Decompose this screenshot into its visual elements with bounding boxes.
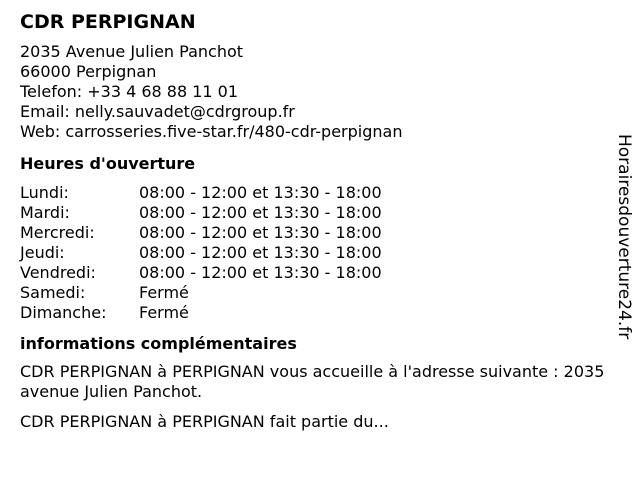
day-hours: Fermé [139,303,189,322]
info-paragraph-membership: CDR PERPIGNAN à PERPIGNAN fait partie du... [20,412,389,431]
day-label: Jeudi: [20,243,65,262]
day-hours: Fermé [139,283,189,302]
day-label: Mercredi: [20,223,95,242]
hours-row-monday [20,183,382,203]
address-block [20,42,612,142]
day-hours: 08:00 - 12:00 et 13:30 - 18:00 [139,223,382,242]
day-label: Vendredi: [20,263,96,282]
email-line: Email: nelly.sauvadet@cdrgroup.fr [20,102,295,121]
street-address: 2035 Avenue Julien Panchot [20,42,244,61]
info-paragraph-address: CDR PERPIGNAN à PERPIGNAN vous accueille à l'adresse suivante : 2035 avenue Julien Panchot. [20,362,605,401]
day-label: Mardi: [20,203,70,222]
postal-city: 66000 Perpignan [20,62,157,81]
day-hours: 08:00 - 12:00 et 13:30 - 18:00 [139,243,382,262]
hours-row-thursday [20,243,382,263]
hours-row-saturday [20,283,382,303]
business-card [20,10,612,432]
hours-row-wednesday [20,223,382,243]
day-label: Lundi: [20,183,69,202]
additional-info-heading: informations complémentaires [20,334,297,353]
hours-row-tuesday [20,203,382,223]
day-label: Dimanche: [20,303,107,322]
site-watermark: Horairesdouverture24.fr [614,134,634,340]
hours-row-sunday [20,303,382,323]
day-hours: 08:00 - 12:00 et 13:30 - 18:00 [139,183,382,202]
day-hours: 08:00 - 12:00 et 13:30 - 18:00 [139,203,382,222]
web-line: Web: carrosseries.five-star.fr/480-cdr-perpignan [20,122,403,141]
day-hours: 08:00 - 12:00 et 13:30 - 18:00 [139,263,382,282]
day-label: Samedi: [20,283,86,302]
opening-hours-heading: Heures d'ouverture [20,154,196,173]
phone-line: Telefon: +33 4 68 88 11 01 [20,82,239,101]
business-name: CDR PERPIGNAN [20,11,196,33]
hours-row-friday [20,263,382,283]
opening-hours-table [20,183,382,323]
